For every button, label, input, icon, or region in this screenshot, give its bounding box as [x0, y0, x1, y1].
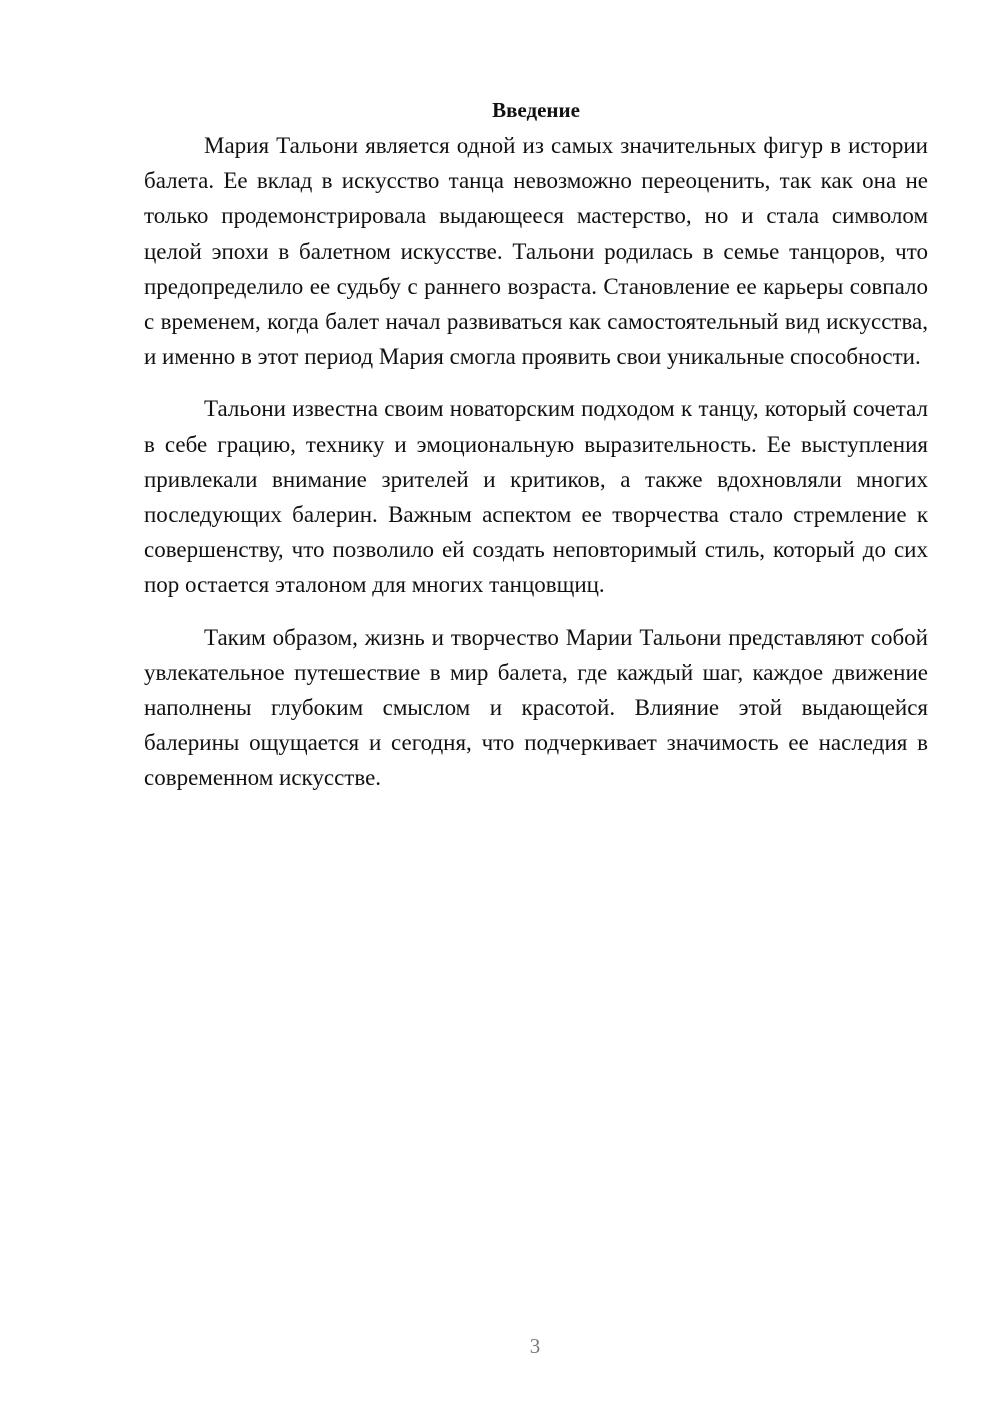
page-content	[144, 94, 928, 813]
section-title: Введение	[492, 98, 580, 122]
paragraph-2: Тальони известна своим новаторским подходом к танцу, который сочетал в себе грацию, технику и эмоциональную выразительность. Ее выступления привлекали внимание зрителей и критиков, а также вдохновляли многих последующих балерин. Важным аспектом ее творчества стало стремление к совершенству, что позволило ей создать неповторимый стиль, который до сих пор остается эталоном для многих танцовщиц.	[144, 396, 928, 598]
paragraph-1: Мария Тальони является одной из самых значительных фигур в истории балета. Ее вклад в искусство танца невозможно переоценить, так как она не только продемонстрировала выдающееся мастерство, но и стала символом целой эпохи в балетном искусстве. Тальони родилась в семье танцоров, что предопределило ее судьбу с раннего возраста. Становление ее карьеры совпало с временем, когда балет начал развиваться как самостоятельный вид искусства, и именно в этот период Мария смогла проявить свои уникальные способности.	[144, 133, 928, 370]
page-number: 3	[529, 1334, 541, 1358]
paragraph-3: Таким образом, жизнь и творчество Марии Тальони представляют собой увлекательное путешествие в мир балета, где каждый шаг, каждое движение наполнены глубоким смыслом и красотой. Влияние этой выдающейся балерины ощущается и сегодня, что подчеркивает значимость ее наследия в современном искусстве.	[144, 624, 928, 791]
